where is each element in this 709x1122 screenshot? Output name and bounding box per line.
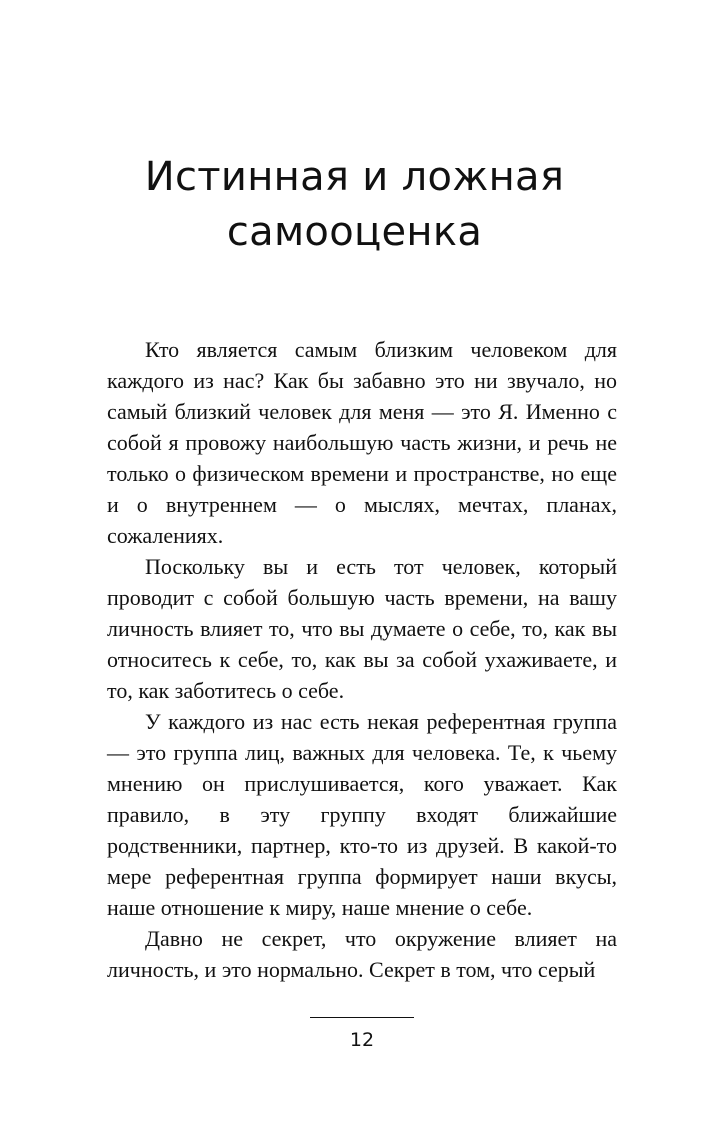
page-number: 12 <box>349 1029 375 1051</box>
paragraph-2: Поскольку вы и есть тот человек, который проводит с собой большую часть времени, на вашу личность влияет то, что вы думаете о себе, то, как вы относитесь к себе, то, как вы за собой ухаживаете, и то, как заботитесь о себе. <box>107 554 617 703</box>
paragraph-1: Кто является самым близким человеком для каждого из нас? Как бы забавно это ни звучало, но самый близкий человек для меня — это Я. Именно с собой я провожу наибольшую часть жизни, и речь не только о физическом времени и пространстве, но еще и о внутреннем — о мыслях, мечтах, планах, сожалениях. <box>107 337 617 548</box>
paragraph-3: У каждого из нас есть некая референтная группа — это группа лиц, важных для человека. Те, к чьему мнению он прислушивается, кого уважает. Как правило, в эту группу входят ближайшие родственники, партнер, кто-то из друзей. В какой-то мере референтная группа формирует наши вкусы, наше отношение к миру, наше мнение о себе. <box>107 709 617 920</box>
chapter-title-line-1: Истинная и ложная <box>144 154 565 200</box>
body-text <box>107 334 617 985</box>
chapter-title <box>0 150 709 260</box>
footer-divider <box>310 1017 414 1018</box>
paragraph-4: Давно не секрет, что окружение влияет на личность, и это нормально. Секрет в том, что серый <box>107 926 617 982</box>
chapter-title-line-2: самооценка <box>226 209 483 255</box>
